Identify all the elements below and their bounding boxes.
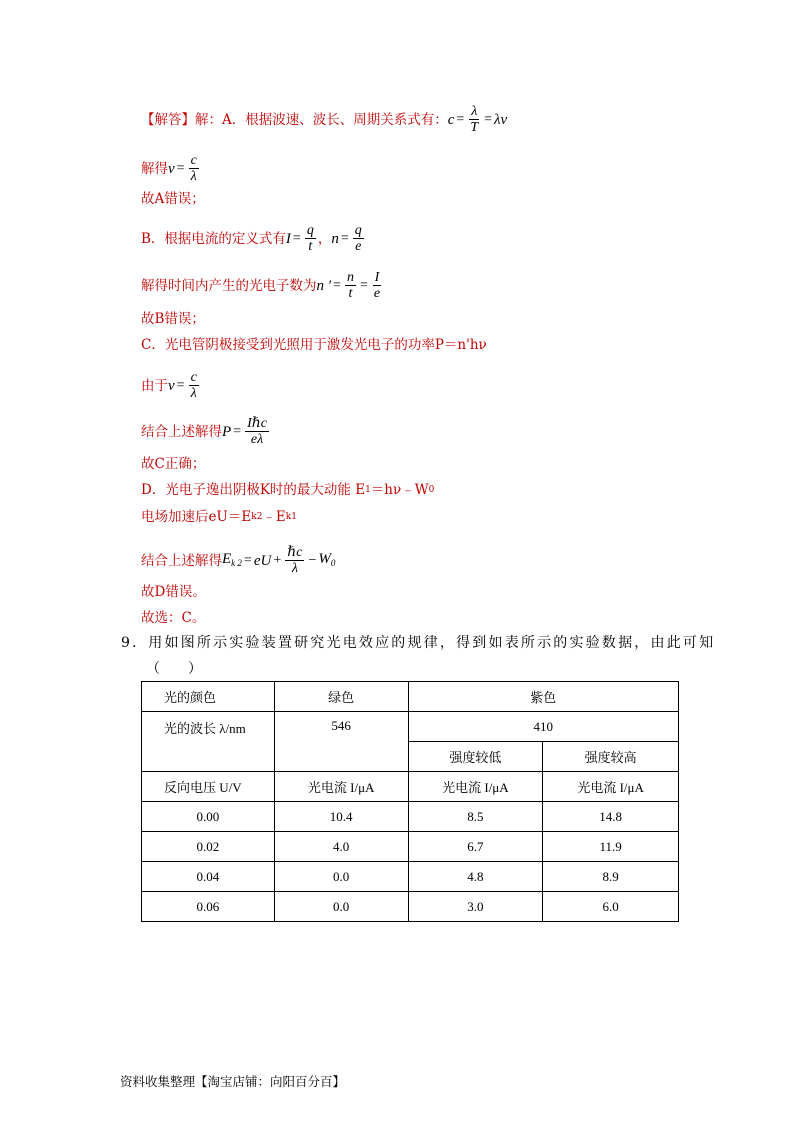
fraction-lambda-over-T: $\frac{\lambda}{T}$	[470, 104, 479, 135]
cell-low: 4.8	[408, 862, 543, 892]
page-footer: 资料收集整理【淘宝店铺：向阳百分百】	[120, 1074, 346, 1089]
formula-I: I	[285, 230, 291, 247]
solution-c-intro: C．光电管阴极接受到光照用于激发光电子的功率P＝n'hν	[141, 337, 487, 353]
table-row	[142, 682, 679, 712]
fraction-q-over-e: $\frac{q}{e}$	[354, 223, 362, 254]
solution-d-intro	[141, 481, 434, 499]
solution-b-solve-label: 解得时间内产生的光电子数为	[141, 277, 317, 294]
fraction-q-over-t: $\frac{q}{t}$	[306, 223, 314, 254]
cell-high: 14.8	[543, 802, 679, 832]
header-light-color: 光的颜色	[142, 682, 275, 712]
solution-b-solve: 解得时间内产生的光电子数为 n ′ = $\frac{n}{t}$ = $\frac{I}{e}$	[141, 270, 381, 301]
cell-high: 11.9	[543, 832, 679, 862]
cell-low: 3.0	[408, 892, 543, 922]
wavelength-purple: 410	[408, 712, 678, 742]
solution-b-intro: B．根据电流的定义式有	[141, 230, 286, 247]
header-current-high: 光电流 I/μA	[543, 772, 679, 802]
cell-green: 10.4	[274, 802, 408, 832]
cell-low: 6.7	[408, 832, 543, 862]
cell-voltage: 0.06	[142, 892, 275, 922]
d-sub-0: 0	[428, 485, 435, 495]
solution-c-because: 由于 ν = $\frac{c}{\lambda}$	[141, 370, 197, 401]
header-wavelength: 光的波长 λ/nm	[142, 712, 275, 772]
table-row	[142, 712, 679, 742]
table-row	[142, 862, 679, 892]
d-sub-k2: k2	[251, 512, 263, 522]
question-9-text: 9．用如图所示实验装置研究光电效应的规律，得到如表所示的实验数据，由此可知	[121, 635, 716, 651]
solution-b-line: B．根据电流的定义式有 I = $\frac{q}{t}$ ， n = $\frac{q}{e}$	[141, 223, 362, 254]
cell-green: 0.0	[274, 862, 408, 892]
formula-P: P	[222, 423, 232, 440]
formula-n: n	[331, 230, 339, 247]
cell-high: 8.9	[543, 862, 679, 892]
cell-green: 0.0	[274, 892, 408, 922]
fraction-c-over-lambda-2: $\frac{c}{\lambda}$	[190, 370, 197, 401]
solution-c-verdict: 故C正确；	[141, 456, 206, 472]
solution-tag: 【解答】	[141, 111, 195, 128]
header-current-low: 光电流 I/μA	[408, 772, 543, 802]
table-row	[142, 892, 679, 922]
solution-a-verdict: 故A错误；	[141, 191, 205, 207]
solution-d-combine: 结合上述解得 $E_{k 2}$ = eU + $\frac{\text{ℏc}}{\lambda}$ − $W_0$	[141, 545, 336, 576]
cell-green: 4.0	[274, 832, 408, 862]
header-green: 绿色	[274, 682, 408, 712]
cell-high: 6.0	[543, 892, 679, 922]
header-purple: 紫色	[408, 682, 678, 712]
comma: ，	[317, 230, 332, 247]
d-field-mid: ﹣E	[262, 509, 286, 525]
formula-nu-2: ν	[168, 377, 175, 394]
solution-a-line: 【解答】 解：A．根据波速、波长、周期关系式有： c = $\frac{\lambda}{T}$ = λν	[141, 104, 508, 135]
table-row	[142, 802, 679, 832]
solve-label: 解得	[141, 160, 168, 177]
fraction-c-over-lambda: $\frac{c}{\lambda}$	[190, 153, 197, 184]
formula-c: c	[447, 111, 455, 128]
intensity-low: 强度较低	[408, 742, 543, 772]
solution-answer: 故选：C。	[141, 610, 206, 626]
because-label: 由于	[141, 377, 168, 394]
d-intro-text: D．光电子逸出阴极K时的最大动能 E	[141, 482, 366, 498]
fraction-Ihc-over-elambda: $\frac{\text{Iℏc}}{e\lambda}$	[247, 416, 267, 447]
d-sub-1: 1	[365, 485, 371, 495]
combine-label: 结合上述解得	[141, 423, 222, 440]
solution-c-combine: 结合上述解得 P = $\frac{\text{Iℏc}}{e\lambda}$	[141, 416, 267, 447]
solution-d-verdict: 故D错误。	[141, 584, 206, 600]
solution-a-solve: 解得 ν = $\frac{c}{\lambda}$	[141, 153, 197, 184]
formula-eU: eU	[253, 552, 272, 569]
table-row	[142, 772, 679, 802]
d-field-text: 电场加速后eU＝E	[141, 509, 252, 525]
formula-n-prime: n ′	[316, 277, 332, 294]
cell-voltage: 0.04	[142, 862, 275, 892]
formula-lambda-nu: λν	[494, 111, 508, 128]
fraction-I-over-e: $\frac{I}{e}$	[373, 270, 381, 301]
wavelength-green: 546	[274, 712, 408, 772]
header-voltage: 反向电压 U/V	[142, 772, 275, 802]
cell-voltage: 0.00	[142, 802, 275, 832]
solution-a-intro: 解：A．根据波速、波长、周期关系式有：	[195, 111, 448, 128]
solution-d-field	[141, 508, 297, 526]
formula-nu: ν	[168, 160, 175, 177]
d-sub-k1: k1	[285, 512, 297, 522]
formula-W0: $W_0$	[318, 550, 336, 568]
experiment-data-table	[141, 681, 679, 922]
fraction-hc-over-lambda: $\frac{\text{ℏc}}{\lambda}$	[287, 545, 303, 576]
cell-low: 8.5	[408, 802, 543, 832]
d-intro-rest: ＝hν﹣W	[370, 482, 429, 498]
intensity-high: 强度较高	[543, 742, 679, 772]
header-current-green: 光电流 I/μA	[274, 772, 408, 802]
question-9-brackets: （ ）	[146, 661, 202, 677]
table-row	[142, 832, 679, 862]
cell-voltage: 0.02	[142, 832, 275, 862]
formula-Ek2: $E_{k 2}$	[222, 550, 242, 568]
d-combine-label: 结合上述解得	[141, 552, 222, 569]
fraction-n-over-t: $\frac{n}{t}$	[346, 270, 354, 301]
solution-b-verdict: 故B错误；	[141, 311, 205, 327]
